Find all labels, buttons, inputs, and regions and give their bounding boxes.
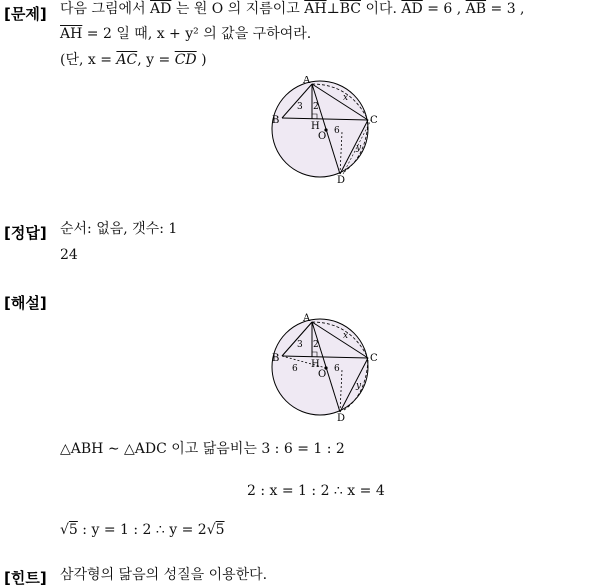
circle-O — [272, 319, 368, 415]
sqrt-arg: 5 — [215, 522, 225, 538]
problem-label: [문제] — [4, 5, 47, 23]
segment-label-2: 2 — [313, 340, 319, 350]
point-label-D: D — [337, 413, 346, 423]
point-label-A: A — [303, 76, 311, 86]
segment-AB: $\overline{AB}$ — [465, 1, 487, 17]
sqrt-symbol: √ — [206, 522, 216, 538]
sqrt-symbol: √ — [60, 522, 69, 538]
answer-value: 24 — [60, 247, 78, 263]
segment-label-x: x — [343, 93, 349, 103]
segment-label-y: y — [356, 143, 362, 153]
point-label-A: A — [303, 313, 311, 324]
point-label-C: C — [370, 353, 378, 364]
problem-figure — [270, 76, 382, 184]
hint-label: [힌트] — [4, 569, 47, 587]
solution-figure — [270, 313, 382, 423]
sqrt-arg: 5 — [68, 522, 78, 538]
segment-label-6: 6 — [334, 126, 340, 136]
text: (단, x = — [60, 52, 117, 68]
problem-line-3 — [60, 51, 207, 69]
text: 는 원 O 의 지름이고 — [171, 1, 305, 17]
segment-label-6a: 6 — [292, 364, 298, 374]
segment-label-y: y — [356, 381, 362, 391]
segment-AD: $\overline{AD}$ — [150, 1, 172, 17]
segment-label-3: 3 — [297, 340, 303, 350]
text: : y = 1 : 2 ∴ y = 2 — [77, 522, 207, 538]
point-label-B: B — [272, 353, 280, 364]
answer-label: [정답] — [4, 224, 47, 242]
segment-BC: $\overline{BC}$ — [339, 1, 362, 17]
point-label-O: O — [318, 369, 327, 380]
point-label-D: D — [337, 175, 346, 184]
problem-line-1 — [60, 0, 525, 18]
segment-label-3: 3 — [297, 102, 303, 112]
circle-O — [272, 81, 368, 177]
segment-label-6b: 6 — [334, 364, 340, 374]
segment-label-2: 2 — [313, 102, 319, 112]
point-label-B: B — [272, 115, 280, 126]
solution-line-3 — [60, 521, 225, 539]
text: 이다. — [361, 1, 402, 17]
segment-CD: $\overline{CD}$ — [174, 52, 197, 68]
segment-AH: $\overline{AH}$ — [304, 1, 327, 17]
text: = 3 , — [486, 1, 525, 17]
solution-line-2: 2 : x = 1 : 2 ∴ x = 4 — [247, 483, 385, 499]
answer-meta: 순서: 없음, 갯수: 1 — [60, 221, 178, 237]
segment-label-x: x — [343, 331, 349, 341]
problem-line-2 — [60, 25, 311, 43]
point-label-H: H — [311, 359, 320, 370]
segment-AC: $\overline{AC}$ — [116, 52, 138, 68]
text: 다음 그림에서 — [60, 1, 151, 17]
solution-label: [해설] — [4, 294, 47, 312]
text: = 2 일 때, x + y² 의 값을 구하여라. — [82, 26, 312, 42]
solution-line-1: △ABH ∼ △ADC 이고 닮음비는 3 : 6 = 1 : 2 — [60, 441, 345, 457]
text: ) — [196, 52, 207, 68]
point-label-C: C — [370, 115, 378, 126]
hint-text: 삼각형의 닮음의 성질을 이용한다. — [60, 567, 268, 583]
point-label-O: O — [318, 131, 327, 142]
perp-symbol: ⊥ — [326, 1, 340, 17]
text: = 6 , — [422, 1, 466, 17]
segment-AD: $\overline{AD}$ — [401, 1, 423, 17]
point-label-H: H — [311, 121, 320, 132]
text: , y = — [137, 52, 175, 68]
segment-AH: $\overline{AH}$ — [60, 26, 83, 42]
